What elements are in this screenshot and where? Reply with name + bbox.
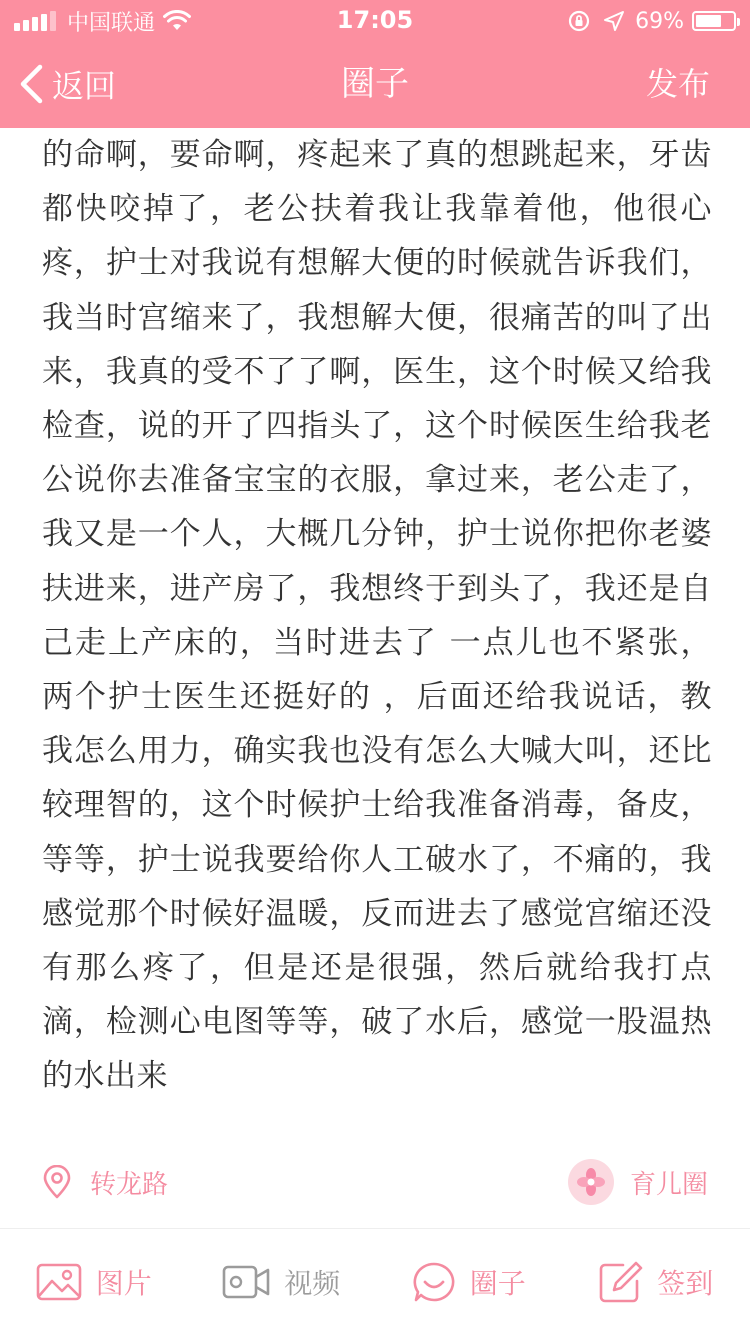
post-body-text: 的命啊，要命啊，疼起来了真的想跳起来，牙齿都快咬掉了，老公扶着我让我靠着他，他很心疼，护士对我说有想解大便的时候就告诉我们，我当时宫缩来了，我想解大便，很痛苦的叫了出来，我真的受不了了啊，医生，这个时候又给我检查，说的开了四指头了，这个时候医生给我老公说你去准备宝宝的衣服，拿过来，老公走了，我又是一个人，大概几分钟，护士说你把你老婆扶进来，进产房了，我想终于到头了，我还是自己走上产床的，当时进去了 一点儿也不紧张，两个护士医生还挺好的 ，后面还给我说话，教我怎么用力，确实我也没有怎么大喊大叫，还比较理智的，这个时候护士给我准备消毒，备皮，等等，护士说我要给你人工破水了，不痛的，我感觉那个时候好温暖，反而进去了感觉宫缩还没有那么疼了，但是还是很强，然后就给我打点滴，检测心电图等等，破了水后，感觉一股温热的水出来 (42, 137, 712, 1095)
tab-checkin[interactable] (563, 1229, 750, 1334)
location-tag[interactable] (42, 1136, 168, 1228)
tab-image[interactable] (0, 1229, 188, 1334)
checkin-icon (599, 1261, 643, 1303)
nav-bar (0, 40, 750, 128)
tab-video-label: 视频 (284, 1266, 341, 1300)
tab-video[interactable] (188, 1229, 376, 1334)
circle-chat-icon (412, 1261, 456, 1303)
status-time: 17:05 (336, 6, 414, 34)
tab-circle[interactable] (375, 1229, 563, 1334)
post-content[interactable] (42, 128, 712, 1160)
status-bar (0, 0, 750, 40)
video-icon (222, 1263, 270, 1301)
circle-avatar (568, 1159, 614, 1205)
circle-tag[interactable] (568, 1136, 708, 1228)
tab-checkin-label: 签到 (657, 1266, 714, 1300)
location-label: 转龙路 (90, 1169, 169, 1200)
flower-icon (576, 1167, 606, 1197)
status-right (567, 6, 736, 36)
image-icon (36, 1263, 82, 1301)
tab-circle-label: 圈子 (469, 1266, 526, 1300)
circle-label: 育儿圈 (629, 1169, 708, 1200)
page-title: 圈子 (341, 64, 409, 104)
bottom-toolbar (0, 1229, 750, 1334)
rotation-lock-icon (567, 9, 591, 33)
publish-button[interactable]: 发布 (645, 65, 710, 103)
battery-percent: 69% (635, 8, 684, 34)
location-arrow-icon (603, 10, 625, 32)
tab-image-label: 图片 (95, 1266, 152, 1300)
back-label: 返回 (52, 67, 117, 105)
location-pin-icon (42, 1165, 72, 1199)
location-bar (0, 1136, 750, 1228)
carrier-name: 中国联通 (67, 10, 156, 36)
battery-icon (692, 11, 736, 31)
